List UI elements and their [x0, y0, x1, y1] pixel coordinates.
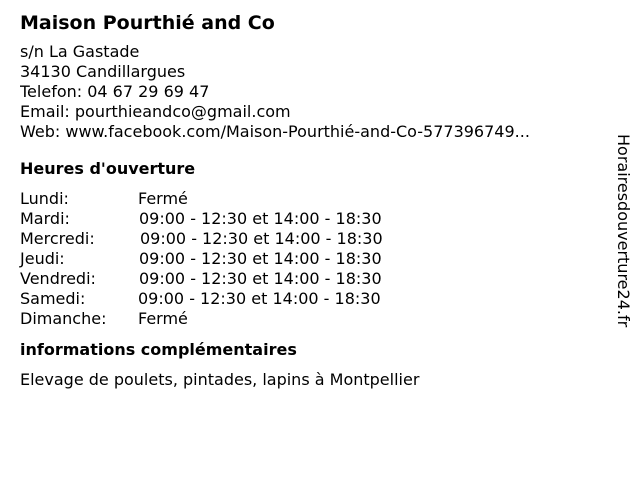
email-line: Email: pourthieandco@gmail.com	[20, 102, 291, 121]
opening-hours-list	[20, 189, 610, 329]
day-hours: 09:00 - 12:30 et 14:00 - 18:30	[138, 289, 381, 308]
hours-row-monday	[20, 189, 610, 209]
address-line-2: 34130 Candillargues	[20, 62, 186, 81]
site-watermark-text: Horairesdouverture24.fr	[614, 134, 633, 328]
business-card	[20, 10, 610, 390]
day-label: Samedi:	[20, 289, 86, 308]
day-label: Mardi:	[20, 209, 70, 228]
day-hours: 09:00 - 12:30 et 14:00 - 18:30	[139, 269, 382, 288]
contact-block	[20, 42, 610, 142]
hours-row-friday	[20, 269, 610, 289]
web-line: Web: www.facebook.com/Maison-Pourthié-and-Co-577396749...	[20, 122, 530, 141]
site-watermark	[612, 134, 634, 370]
opening-hours-title: Heures d'ouverture	[20, 159, 196, 178]
hours-row-thursday	[20, 249, 610, 269]
phone-line: Telefon: 04 67 29 69 47	[20, 82, 210, 101]
additional-info-text: Elevage de poulets, pintades, lapins à Montpellier	[20, 370, 420, 389]
day-hours: 09:00 - 12:30 et 14:00 - 18:30	[140, 229, 383, 248]
business-name: Maison Pourthié and Co	[20, 12, 275, 34]
day-label: Lundi:	[20, 189, 69, 208]
day-hours: 09:00 - 12:30 et 14:00 - 18:30	[139, 249, 382, 268]
address-line-1: s/n La Gastade	[20, 42, 140, 61]
day-label: Jeudi:	[20, 249, 65, 268]
hours-row-sunday	[20, 309, 610, 329]
hours-row-saturday	[20, 289, 610, 309]
additional-info-title: informations complémentaires	[20, 340, 297, 359]
hours-row-tuesday	[20, 209, 610, 229]
day-label: Mercredi:	[20, 229, 95, 248]
day-hours: Fermé	[138, 309, 188, 328]
day-hours: 09:00 - 12:30 et 14:00 - 18:30	[139, 209, 382, 228]
day-hours: Fermé	[138, 189, 188, 208]
hours-row-wednesday	[20, 229, 610, 249]
day-label: Vendredi:	[20, 269, 96, 288]
day-label: Dimanche:	[20, 309, 107, 328]
